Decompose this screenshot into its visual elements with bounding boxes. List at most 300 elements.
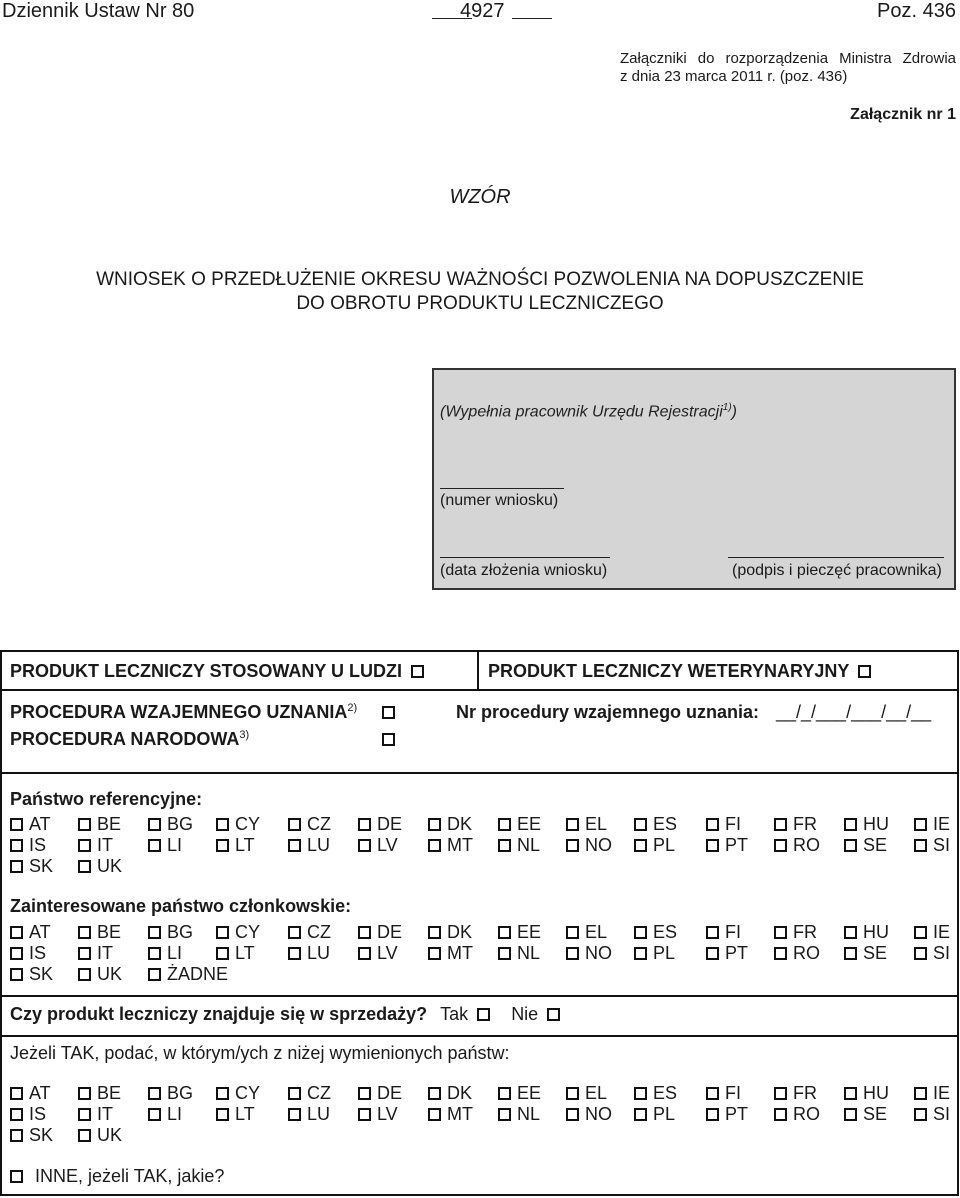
sale-state-checkbox[interactable]: [706, 1108, 719, 1121]
concerned-state-code: PL: [653, 943, 676, 963]
reference-state-checkbox[interactable]: [78, 860, 91, 873]
concerned-state-option[interactable]: [914, 922, 950, 943]
sale-state-option[interactable]: [428, 1083, 472, 1104]
reference-state-option[interactable]: [706, 814, 741, 835]
reference-state-option[interactable]: [148, 835, 182, 856]
reference-state-option[interactable]: [288, 814, 331, 835]
concerned-state-code: BG: [167, 922, 194, 942]
reference-state-option[interactable]: [10, 856, 53, 877]
concerned-state-option[interactable]: [10, 943, 46, 964]
concerned-state-checkbox[interactable]: [566, 926, 579, 939]
concerned-state-option[interactable]: [148, 922, 193, 943]
concerned-state-checkbox[interactable]: [10, 947, 23, 960]
sale-state-checkbox[interactable]: [358, 1108, 371, 1121]
sale-state-checkbox[interactable]: [358, 1087, 371, 1100]
sale-state-code: UK: [97, 1125, 123, 1145]
concerned-state-checkbox[interactable]: [498, 947, 511, 960]
sale-state-checkbox[interactable]: [216, 1087, 229, 1100]
concerned-state-option[interactable]: [288, 922, 331, 943]
sale-state-option[interactable]: [288, 1104, 330, 1125]
reference-state-checkbox[interactable]: [428, 839, 441, 852]
concerned-state-checkbox[interactable]: [706, 926, 719, 939]
sale-state-checkbox[interactable]: [844, 1087, 857, 1100]
sale-state-option[interactable]: [844, 1104, 887, 1125]
concerned-state-checkbox[interactable]: [428, 926, 441, 939]
sale-state-checkbox[interactable]: [288, 1087, 301, 1100]
sale-state-checkbox[interactable]: [498, 1108, 511, 1121]
on-sale-row: [10, 1004, 560, 1025]
sale-state-code: NL: [517, 1104, 541, 1124]
sale-state-option[interactable]: [566, 1104, 612, 1125]
reference-state-code: SK: [29, 856, 54, 876]
concerned-state-code: SI: [933, 943, 951, 963]
sale-state-checkbox[interactable]: [566, 1108, 579, 1121]
reference-state-code: IS: [29, 835, 47, 855]
reference-state-option[interactable]: [78, 856, 122, 877]
reference-state-option[interactable]: [844, 835, 887, 856]
filing-date-label: (data złożenia wniosku): [440, 562, 608, 579]
signature-label: (podpis i pieczęć pracownika): [732, 562, 942, 579]
concerned-state-checkbox[interactable]: [428, 947, 441, 960]
header-rule-right: [512, 18, 552, 19]
reference-state-code: BE: [97, 814, 122, 834]
concerned-state-option[interactable]: [706, 943, 748, 964]
reference-state-checkbox[interactable]: [914, 839, 927, 852]
concerned-state-code: IS: [29, 943, 47, 963]
sale-state-option[interactable]: [774, 1083, 817, 1104]
concerned-state-code: CY: [235, 922, 261, 942]
reference-state-checkbox[interactable]: [706, 818, 719, 831]
on-sale-yes-checkbox[interactable]: [477, 1008, 490, 1021]
reference-state-option[interactable]: [634, 835, 675, 856]
concerned-state-checkbox[interactable]: [706, 947, 719, 960]
reference-state-option[interactable]: [914, 835, 950, 856]
signature-line[interactable]: [728, 557, 944, 558]
sale-state-option[interactable]: [706, 1083, 741, 1104]
reference-state-option[interactable]: [78, 814, 121, 835]
position-number: Poz. 436: [877, 0, 956, 22]
sale-state-option[interactable]: [774, 1104, 820, 1125]
annex-title: Załącznik nr 1: [850, 106, 956, 123]
national-procedure-checkbox[interactable]: [382, 733, 395, 746]
sale-state-checkbox[interactable]: [774, 1087, 787, 1100]
sale-state-checkbox[interactable]: [10, 1087, 23, 1100]
concerned-state-code: MT: [447, 943, 473, 963]
annex-note-line2: z dnia 23 marca 2011 r. (poz. 436): [620, 68, 848, 85]
sale-state-code: SE: [863, 1104, 888, 1124]
reference-state-code: DE: [377, 814, 403, 834]
reference-state-option[interactable]: [10, 835, 46, 856]
reference-state-code: AT: [29, 814, 51, 834]
sale-state-option[interactable]: [706, 1104, 748, 1125]
sale-state-checkbox[interactable]: [10, 1108, 23, 1121]
concerned-state-code: FR: [793, 922, 817, 942]
vet-product-label: PRODUKT LECZNICZY WETERYNARYJNY: [488, 661, 850, 681]
concerned-state-checkbox[interactable]: [10, 968, 23, 981]
reference-state-option[interactable]: [498, 814, 541, 835]
concerned-state-checkbox[interactable]: [216, 947, 229, 960]
reference-state-option[interactable]: [498, 835, 540, 856]
sale-state-checkbox[interactable]: [914, 1087, 927, 1100]
concerned-state-checkbox[interactable]: [634, 947, 647, 960]
concerned-state-option[interactable]: [78, 943, 113, 964]
reference-state-code: SE: [863, 835, 888, 855]
concerned-state-code: UK: [97, 964, 123, 984]
annex-note: [620, 50, 956, 86]
sale-state-option[interactable]: [78, 1104, 113, 1125]
sale-state-code: IT: [97, 1104, 113, 1124]
reference-state-checkbox[interactable]: [358, 839, 371, 852]
concerned-state-checkbox[interactable]: [498, 926, 511, 939]
concerned-state-code: RO: [793, 943, 820, 963]
sale-state-checkbox[interactable]: [428, 1108, 441, 1121]
concerned-state-option[interactable]: [216, 922, 260, 943]
reference-state-code: RO: [793, 835, 820, 855]
concerned-state-option[interactable]: [148, 964, 228, 985]
reference-state-checkbox[interactable]: [78, 839, 91, 852]
sale-state-checkbox[interactable]: [288, 1108, 301, 1121]
concerned-state-code: DE: [377, 922, 403, 942]
sale-state-option[interactable]: [634, 1104, 675, 1125]
sale-state-checkbox[interactable]: [148, 1087, 161, 1100]
reference-state-option[interactable]: [216, 835, 255, 856]
reference-state-option[interactable]: [844, 814, 889, 835]
reference-state-checkbox[interactable]: [10, 860, 23, 873]
concerned-state-option[interactable]: [428, 922, 472, 943]
sale-state-code: PL: [653, 1104, 676, 1124]
on-sale-question: Czy produkt leczniczy znajduje się w sprzedaży?: [10, 1004, 428, 1024]
application-number-line[interactable]: [440, 488, 564, 489]
reference-state-code: ES: [653, 814, 678, 834]
form-title: [0, 268, 960, 316]
sale-state-checkbox[interactable]: [216, 1108, 229, 1121]
sale-state-checkbox[interactable]: [148, 1108, 161, 1121]
vet-product-checkbox[interactable]: [858, 665, 871, 678]
reference-state-checkbox[interactable]: [10, 839, 23, 852]
concerned-state-option[interactable]: [566, 922, 607, 943]
sale-state-code: RO: [793, 1104, 820, 1124]
other-checkbox[interactable]: [10, 1170, 23, 1183]
concerned-state-checkbox[interactable]: [148, 947, 161, 960]
reference-state-option[interactable]: [78, 835, 113, 856]
sale-state-checkbox[interactable]: [498, 1087, 511, 1100]
reference-state-checkbox[interactable]: [78, 818, 91, 831]
reference-state-code: LV: [377, 835, 398, 855]
concerned-state-option[interactable]: [774, 922, 817, 943]
annex-note-line1: Załączniki do rozporządzenia Ministra Zdrowia: [620, 50, 956, 67]
concerned-state-checkbox[interactable]: [914, 926, 927, 939]
sale-state-option[interactable]: [428, 1104, 473, 1125]
reference-state-code: LI: [167, 835, 183, 855]
page-number: 4927: [460, 0, 505, 22]
sale-state-option[interactable]: [634, 1083, 677, 1104]
concerned-state-code: LU: [307, 943, 331, 963]
concerned-state-code: NL: [517, 943, 541, 963]
concerned-state-checkbox[interactable]: [148, 968, 161, 981]
reference-state-code: LU: [307, 835, 331, 855]
sale-state-code: LU: [307, 1104, 331, 1124]
sale-state-code: BG: [167, 1083, 194, 1103]
reference-state-checkbox[interactable]: [844, 839, 857, 852]
human-product-option: [10, 661, 424, 682]
sale-state-option[interactable]: [148, 1104, 182, 1125]
reference-state-checkbox[interactable]: [358, 818, 371, 831]
sale-state-option[interactable]: [216, 1083, 260, 1104]
concerned-state-checkbox[interactable]: [844, 926, 857, 939]
concerned-state-checkbox[interactable]: [288, 926, 301, 939]
form-title-line2: DO OBROTU PRODUKTU LECZNICZEGO: [296, 293, 664, 314]
reference-state-checkbox[interactable]: [914, 818, 927, 831]
sale-state-option[interactable]: [148, 1083, 193, 1104]
template-label: WZÓR: [449, 186, 511, 208]
concerned-state-code: IT: [97, 943, 113, 963]
vet-product-option: [488, 661, 871, 682]
concerned-state-option[interactable]: [706, 922, 741, 943]
sale-state-code: EE: [517, 1083, 542, 1103]
concerned-state-option[interactable]: [844, 922, 889, 943]
sale-state-option[interactable]: [844, 1083, 889, 1104]
reference-state-checkbox[interactable]: [216, 818, 229, 831]
sale-state-code: MT: [447, 1104, 473, 1124]
reference-state-checkbox[interactable]: [774, 818, 787, 831]
reference-state-checkbox[interactable]: [498, 839, 511, 852]
journal-title: Dziennik Ustaw Nr 80: [2, 0, 195, 22]
concerned-state-checkbox[interactable]: [148, 926, 161, 939]
sale-state-code: FI: [725, 1083, 741, 1103]
sale-state-checkbox[interactable]: [566, 1087, 579, 1100]
sale-state-code: SK: [29, 1125, 54, 1145]
sale-state-option[interactable]: [358, 1104, 398, 1125]
reference-state-code: NL: [517, 835, 541, 855]
concerned-state-option[interactable]: [358, 922, 402, 943]
reference-state-option[interactable]: [566, 835, 612, 856]
on-sale-no-label: Nie: [511, 1004, 539, 1024]
concerned-state-checkbox[interactable]: [774, 926, 787, 939]
sale-state-checkbox[interactable]: [914, 1108, 927, 1121]
reference-state-option[interactable]: [428, 814, 472, 835]
reference-state-checkbox[interactable]: [148, 839, 161, 852]
sale-state-checkbox[interactable]: [78, 1087, 91, 1100]
concerned-state-code: HU: [863, 922, 889, 942]
office-use-note: (Wypełnia pracownik Urzędu Rejestracji$^{1)}$): [440, 402, 737, 421]
sale-state-code: IE: [933, 1083, 951, 1103]
form-title-line1: WNIOSEK O PRZEDŁUŻENIE OKRESU WAŻNOŚCI POZWOLENIA NA DOPUSZCZENIE: [96, 269, 864, 290]
reference-state-option[interactable]: [428, 835, 473, 856]
reference-state-checkbox[interactable]: [288, 839, 301, 852]
reference-state-code: SI: [933, 835, 951, 855]
sale-state-option[interactable]: [914, 1083, 950, 1104]
reference-state-checkbox[interactable]: [844, 818, 857, 831]
reference-state-option[interactable]: [288, 835, 330, 856]
concerned-state-option[interactable]: [10, 922, 51, 943]
concerned-state-option[interactable]: [288, 943, 330, 964]
mutual-procedure-checkbox[interactable]: [382, 706, 395, 719]
sale-state-option[interactable]: [498, 1083, 541, 1104]
reference-state-checkbox[interactable]: [288, 818, 301, 831]
reference-state-option[interactable]: [634, 814, 677, 835]
sale-state-checkbox[interactable]: [10, 1129, 23, 1142]
human-product-checkbox[interactable]: [411, 665, 424, 678]
reference-state-code: NO: [585, 835, 612, 855]
concerned-state-code: LI: [167, 943, 183, 963]
human-product-label: PRODUKT LECZNICZY STOSOWANY U LUDZI: [10, 661, 403, 681]
sale-state-option[interactable]: [288, 1083, 331, 1104]
reference-state-code: LT: [235, 835, 255, 855]
reference-state-checkbox[interactable]: [498, 818, 511, 831]
concerned-state-code: LV: [377, 943, 398, 963]
reference-state-checkbox[interactable]: [216, 839, 229, 852]
concerned-state-code: IE: [933, 922, 951, 942]
sale-state-checkbox[interactable]: [428, 1087, 441, 1100]
concerned-state-checkbox[interactable]: [914, 947, 927, 960]
sale-state-checkbox[interactable]: [634, 1087, 647, 1100]
concerned-state-checkbox[interactable]: [216, 926, 229, 939]
sale-state-option[interactable]: [914, 1104, 950, 1125]
reference-state-checkbox[interactable]: [10, 818, 23, 831]
concerned-state-checkbox[interactable]: [844, 947, 857, 960]
concerned-state-option[interactable]: [10, 964, 53, 985]
concerned-state-option[interactable]: [498, 922, 541, 943]
reference-state-option[interactable]: [148, 814, 193, 835]
concerned-state-checkbox[interactable]: [358, 926, 371, 939]
concerned-state-option[interactable]: [774, 943, 820, 964]
concerned-state-code: NO: [585, 943, 612, 963]
sale-state-code: AT: [29, 1083, 51, 1103]
reference-state-code: PL: [653, 835, 676, 855]
sale-state-option[interactable]: [216, 1104, 255, 1125]
reference-state-option[interactable]: [774, 835, 820, 856]
sale-state-checkbox[interactable]: [78, 1108, 91, 1121]
reference-state-code: FR: [793, 814, 817, 834]
reference-state-option[interactable]: [706, 835, 748, 856]
sale-state-checkbox[interactable]: [844, 1108, 857, 1121]
concerned-state-checkbox[interactable]: [358, 947, 371, 960]
on-sale-no-checkbox[interactable]: [547, 1008, 560, 1021]
procedure-number-field[interactable]: __/_/___/___/__/__: [776, 702, 932, 722]
concerned-state-checkbox[interactable]: [774, 947, 787, 960]
sale-state-option[interactable]: [10, 1083, 51, 1104]
sale-state-checkbox[interactable]: [634, 1108, 647, 1121]
national-procedure-label: PROCEDURA NARODOWA$^{3)}$: [10, 729, 250, 749]
concerned-state-code: ŻADNE: [167, 964, 229, 984]
sale-state-code: SI: [933, 1104, 951, 1124]
sale-state-option[interactable]: [566, 1083, 607, 1104]
concerned-state-checkbox[interactable]: [634, 926, 647, 939]
reference-state-checkbox[interactable]: [634, 839, 647, 852]
procedure-number-label: Nr procedury wzajemnego uznania:: [456, 702, 760, 722]
concerned-state-checkbox[interactable]: [288, 947, 301, 960]
reference-state-code: CY: [235, 814, 261, 834]
reference-state-checkbox[interactable]: [428, 818, 441, 831]
concerned-state-option[interactable]: [634, 922, 677, 943]
concerned-state-code: DK: [447, 922, 473, 942]
concerned-state-code: SE: [863, 943, 888, 963]
reference-state-option[interactable]: [566, 814, 607, 835]
sale-state-option[interactable]: [498, 1104, 540, 1125]
concerned-state-option[interactable]: [914, 943, 950, 964]
reference-state-checkbox[interactable]: [634, 818, 647, 831]
sale-state-option[interactable]: [78, 1083, 121, 1104]
concerned-state-option[interactable]: [566, 943, 612, 964]
reference-state-code: CZ: [307, 814, 331, 834]
sale-state-checkbox[interactable]: [774, 1108, 787, 1121]
concerned-state-code: FI: [725, 922, 741, 942]
sale-state-option[interactable]: [10, 1104, 46, 1125]
concerned-state-option[interactable]: [216, 943, 255, 964]
application-number-label: (numer wniosku): [440, 492, 559, 509]
frame-divider-4: [0, 1035, 959, 1037]
reference-state-code: BG: [167, 814, 194, 834]
sale-state-option[interactable]: [358, 1083, 402, 1104]
on-sale-yes-label: Tak: [440, 1004, 469, 1024]
frame-divider-1: [0, 689, 959, 691]
reference-state-option[interactable]: [216, 814, 260, 835]
sale-state-code: CZ: [307, 1083, 331, 1103]
concerned-state-option[interactable]: [844, 943, 887, 964]
concerned-state-checkbox[interactable]: [78, 926, 91, 939]
reference-state-checkbox[interactable]: [566, 818, 579, 831]
sale-state-checkbox[interactable]: [78, 1129, 91, 1142]
reference-state-code: IE: [933, 814, 951, 834]
sale-state-code: EL: [585, 1083, 608, 1103]
reference-state-option[interactable]: [774, 814, 817, 835]
reference-state-option[interactable]: [10, 814, 51, 835]
concerned-state-option[interactable]: [78, 964, 122, 985]
concerned-state-code: EE: [517, 922, 542, 942]
reference-state-code: EE: [517, 814, 542, 834]
filing-date-line[interactable]: [440, 557, 610, 558]
reference-state-option[interactable]: [914, 814, 950, 835]
concerned-state-checkbox[interactable]: [78, 968, 91, 981]
concerned-state-code: LT: [235, 943, 255, 963]
concerned-states-label: Zainteresowane państwo członkowskie:: [10, 896, 352, 916]
sale-state-code: DE: [377, 1083, 403, 1103]
other-option: [10, 1166, 224, 1187]
concerned-state-checkbox[interactable]: [10, 926, 23, 939]
concerned-state-option[interactable]: [358, 943, 398, 964]
reference-state-option[interactable]: [358, 814, 402, 835]
reference-state-checkbox[interactable]: [706, 839, 719, 852]
concerned-state-code: AT: [29, 922, 51, 942]
reference-state-code: PT: [725, 835, 749, 855]
concerned-state-code: SK: [29, 964, 54, 984]
concerned-state-option[interactable]: [498, 943, 540, 964]
reference-state-option[interactable]: [358, 835, 398, 856]
reference-state-checkbox[interactable]: [148, 818, 161, 831]
sale-state-code: BE: [97, 1083, 122, 1103]
sale-state-code: LV: [377, 1104, 398, 1124]
concerned-state-option[interactable]: [148, 943, 182, 964]
concerned-state-checkbox[interactable]: [78, 947, 91, 960]
other-label: INNE, jeżeli TAK, jakie?: [35, 1166, 225, 1186]
frame-divider-2: [0, 772, 959, 774]
sale-state-option[interactable]: [78, 1125, 122, 1146]
concerned-state-option[interactable]: [78, 922, 121, 943]
concerned-state-checkbox[interactable]: [566, 947, 579, 960]
concerned-state-option[interactable]: [634, 943, 675, 964]
reference-state-code: IT: [97, 835, 113, 855]
reference-state-code: DK: [447, 814, 473, 834]
reference-state-code: FI: [725, 814, 741, 834]
if-yes-label: Jeżeli TAK, podać, w którym/ych z niżej wymienionych państw:: [10, 1043, 510, 1063]
reference-state-code: UK: [97, 856, 123, 876]
reference-state-checkbox[interactable]: [566, 839, 579, 852]
concerned-state-option[interactable]: [428, 943, 473, 964]
sale-state-checkbox[interactable]: [706, 1087, 719, 1100]
sale-state-option[interactable]: [10, 1125, 53, 1146]
sale-state-code: CY: [235, 1083, 261, 1103]
reference-state-checkbox[interactable]: [774, 839, 787, 852]
